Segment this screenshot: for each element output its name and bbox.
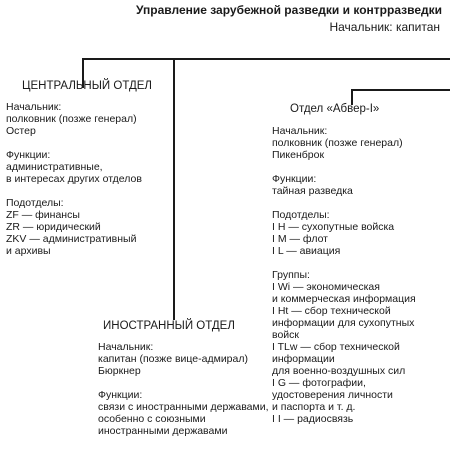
abwehr-subdivision-item: I H — сухопутные войска <box>272 221 395 233</box>
central-dept-title: ЦЕНТРАЛЬНЫЙ ОТДЕЛ <box>22 80 152 92</box>
foreign-head-line: капитан (позже вице-адмирал) <box>98 353 248 365</box>
central-subdivisions-label: Подотделы: <box>6 197 64 209</box>
central-subdivision-item: ZR — юридический <box>6 221 101 233</box>
central-head-line: Остер <box>6 125 36 137</box>
foreign-head-label: Начальник: <box>98 341 154 353</box>
foreign-functions-line: связи с иностранными державами, <box>98 401 269 413</box>
foreign-dept-title: ИНОСТРАННЫЙ ОТДЕЛ <box>103 320 235 332</box>
abwehr-dept-body <box>272 125 416 437</box>
central-functions-line: административные, <box>6 161 103 173</box>
abwehr-subdivision-item: I L — авиация <box>272 245 341 257</box>
abwehr-group-line: и паспорта и т. д. <box>272 401 356 413</box>
abwehr-group-line: информации <box>272 353 335 365</box>
abwehr-group-line: и коммерческая информация <box>272 293 416 305</box>
foreign-functions-label: Функции: <box>98 389 143 401</box>
abwehr-group-line: I Ht — сбор технической <box>272 305 391 317</box>
foreign-dept-body <box>98 341 269 449</box>
abwehr-group-line: войск <box>272 329 300 341</box>
central-head-label: Начальник: <box>6 101 62 113</box>
connector-top-horizontal <box>82 58 450 60</box>
abwehr-dept-title: Отдел «Абвер-I» <box>290 103 380 115</box>
central-functions-label: Функции: <box>6 149 51 161</box>
abwehr-head-line: полковник (позже генерал) <box>272 137 403 149</box>
abwehr-group-line: удостоверения личности <box>272 389 393 401</box>
central-subdivision-item: и архивы <box>6 245 51 257</box>
abwehr-functions-line: тайная разведка <box>272 185 353 197</box>
connector-foreign-vertical <box>173 58 175 320</box>
page-title: Управление зарубежной разведки и контрразведки <box>136 3 442 17</box>
central-dept-body <box>6 101 142 269</box>
abwehr-group-line: I TLw — сбор технической <box>272 341 400 353</box>
abwehr-group-line: информации для сухопутных <box>272 317 415 329</box>
central-head-line: полковник (позже генерал) <box>6 113 137 125</box>
connector-abwehr-horizontal <box>351 89 450 91</box>
abwehr-groups-label: Группы: <box>272 269 310 281</box>
central-subdivision-item: ZF — финансы <box>6 209 80 221</box>
central-functions-line: в интересах других отделов <box>6 173 142 185</box>
abwehr-subdivision-item: I M — флот <box>272 233 328 245</box>
abwehr-head-label: Начальник: <box>272 125 328 137</box>
foreign-head-line: Бюркнер <box>98 365 141 377</box>
abwehr-group-line: I I — радиосвязь <box>272 413 354 425</box>
abwehr-group-line: I G — фотографии, <box>272 377 366 389</box>
abwehr-group-line: для военно-воздушных сил <box>272 365 406 377</box>
abwehr-head-line: Пикенброк <box>272 149 325 161</box>
foreign-functions-line: особенно с союзными <box>98 413 206 425</box>
abwehr-functions-label: Функции: <box>272 173 317 185</box>
foreign-functions-line: иностранными державами <box>98 425 228 437</box>
abwehr-group-line: I Wi — экономическая <box>272 281 380 293</box>
abwehr-subdivisions-label: Подотделы: <box>272 209 330 221</box>
central-subdivision-item: ZKV — административный <box>6 233 137 245</box>
chief-label: Начальник: капитан <box>329 20 440 34</box>
